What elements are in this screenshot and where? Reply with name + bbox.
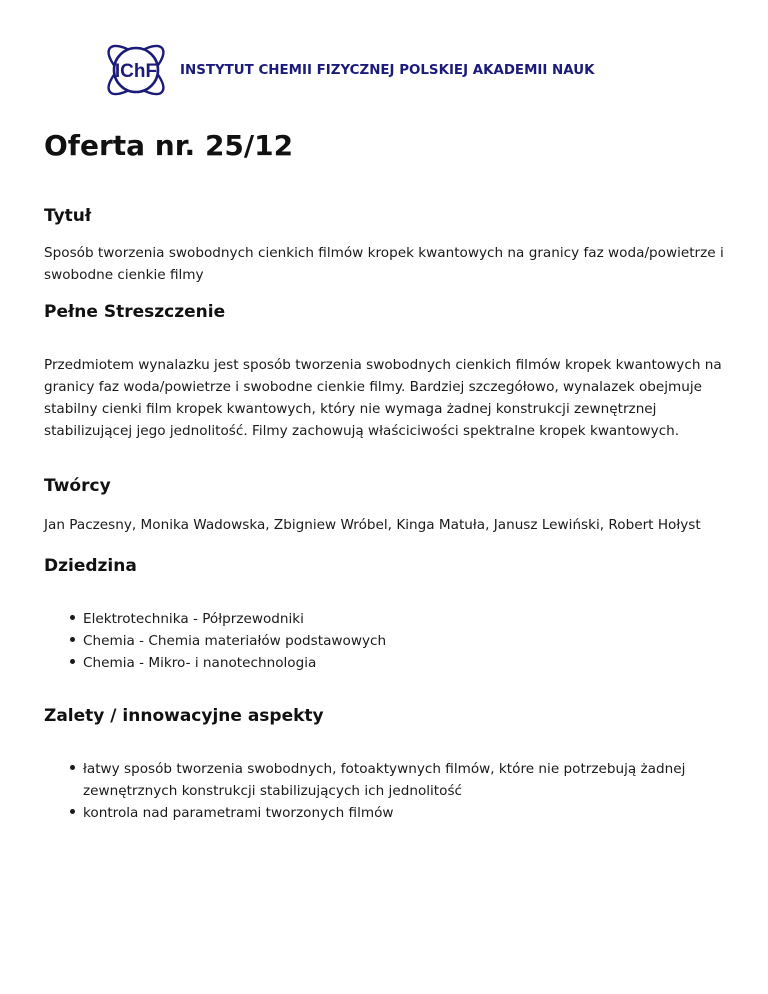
page-title: Oferta nr. 25/12 bbox=[44, 129, 294, 162]
section-text-title: Sposób tworzenia swobodnych cienkich filmów kropek kwantowych na granicy faz woda/powietrze i swobodne cienkie filmy bbox=[44, 245, 724, 283]
list-item: Chemia - Chemia materiałów podstawowych bbox=[44, 630, 728, 652]
section-heading-title: Tytuł bbox=[44, 206, 92, 226]
list-item: Chemia - Mikro- i nanotechnologia bbox=[44, 652, 728, 674]
list-item: kontrola nad parametrami tworzonych filmów bbox=[44, 802, 728, 824]
section-heading-field: Dziedzina bbox=[44, 556, 137, 576]
list-item: Elektrotechnika - Półprzewodniki bbox=[44, 608, 728, 630]
section-heading-authors: Twórcy bbox=[44, 476, 111, 496]
page-header bbox=[100, 38, 594, 102]
section-text-summary: Przedmiotem wynalazku jest sposób tworzenia swobodnych cienkich filmów kropek kwantowych na granicy faz woda/powietrze i swobodne cienkie filmy. Bardziej szczegółowo, wynalazek obejmuje stabilny cienki film kropek kwantowych, który nie wymaga żadnej konstrukcji zewnętrznej stabilizującej jego jednolitość. Filmy zachowują właściciwości spektralne kropek kwantowych. bbox=[44, 357, 722, 439]
section-heading-advantages: Zalety / innowacyjne aspekty bbox=[44, 706, 324, 726]
advantages-list bbox=[44, 758, 728, 824]
offer-document bbox=[44, 126, 728, 824]
section-heading-summary: Pełne Streszczenie bbox=[44, 302, 226, 322]
field-list bbox=[44, 608, 728, 674]
list-item: łatwy sposób tworzenia swobodnych, fotoaktywnych filmów, które nie potrzebują żadnej zewnętrznych konstrukcji stabilizujących ich jednolitość bbox=[44, 758, 728, 802]
institute-name: INSTYTUT CHEMII FIZYCZNEJ POLSKIEJ AKADEMII NAUK bbox=[180, 63, 595, 78]
ichf-logo bbox=[100, 38, 172, 102]
section-text-authors: Jan Paczesny, Monika Wadowska, Zbigniew Wróbel, Kinga Matuła, Janusz Lewiński, Robert Hołyst bbox=[44, 517, 701, 533]
logo-text: IChF bbox=[114, 61, 158, 82]
